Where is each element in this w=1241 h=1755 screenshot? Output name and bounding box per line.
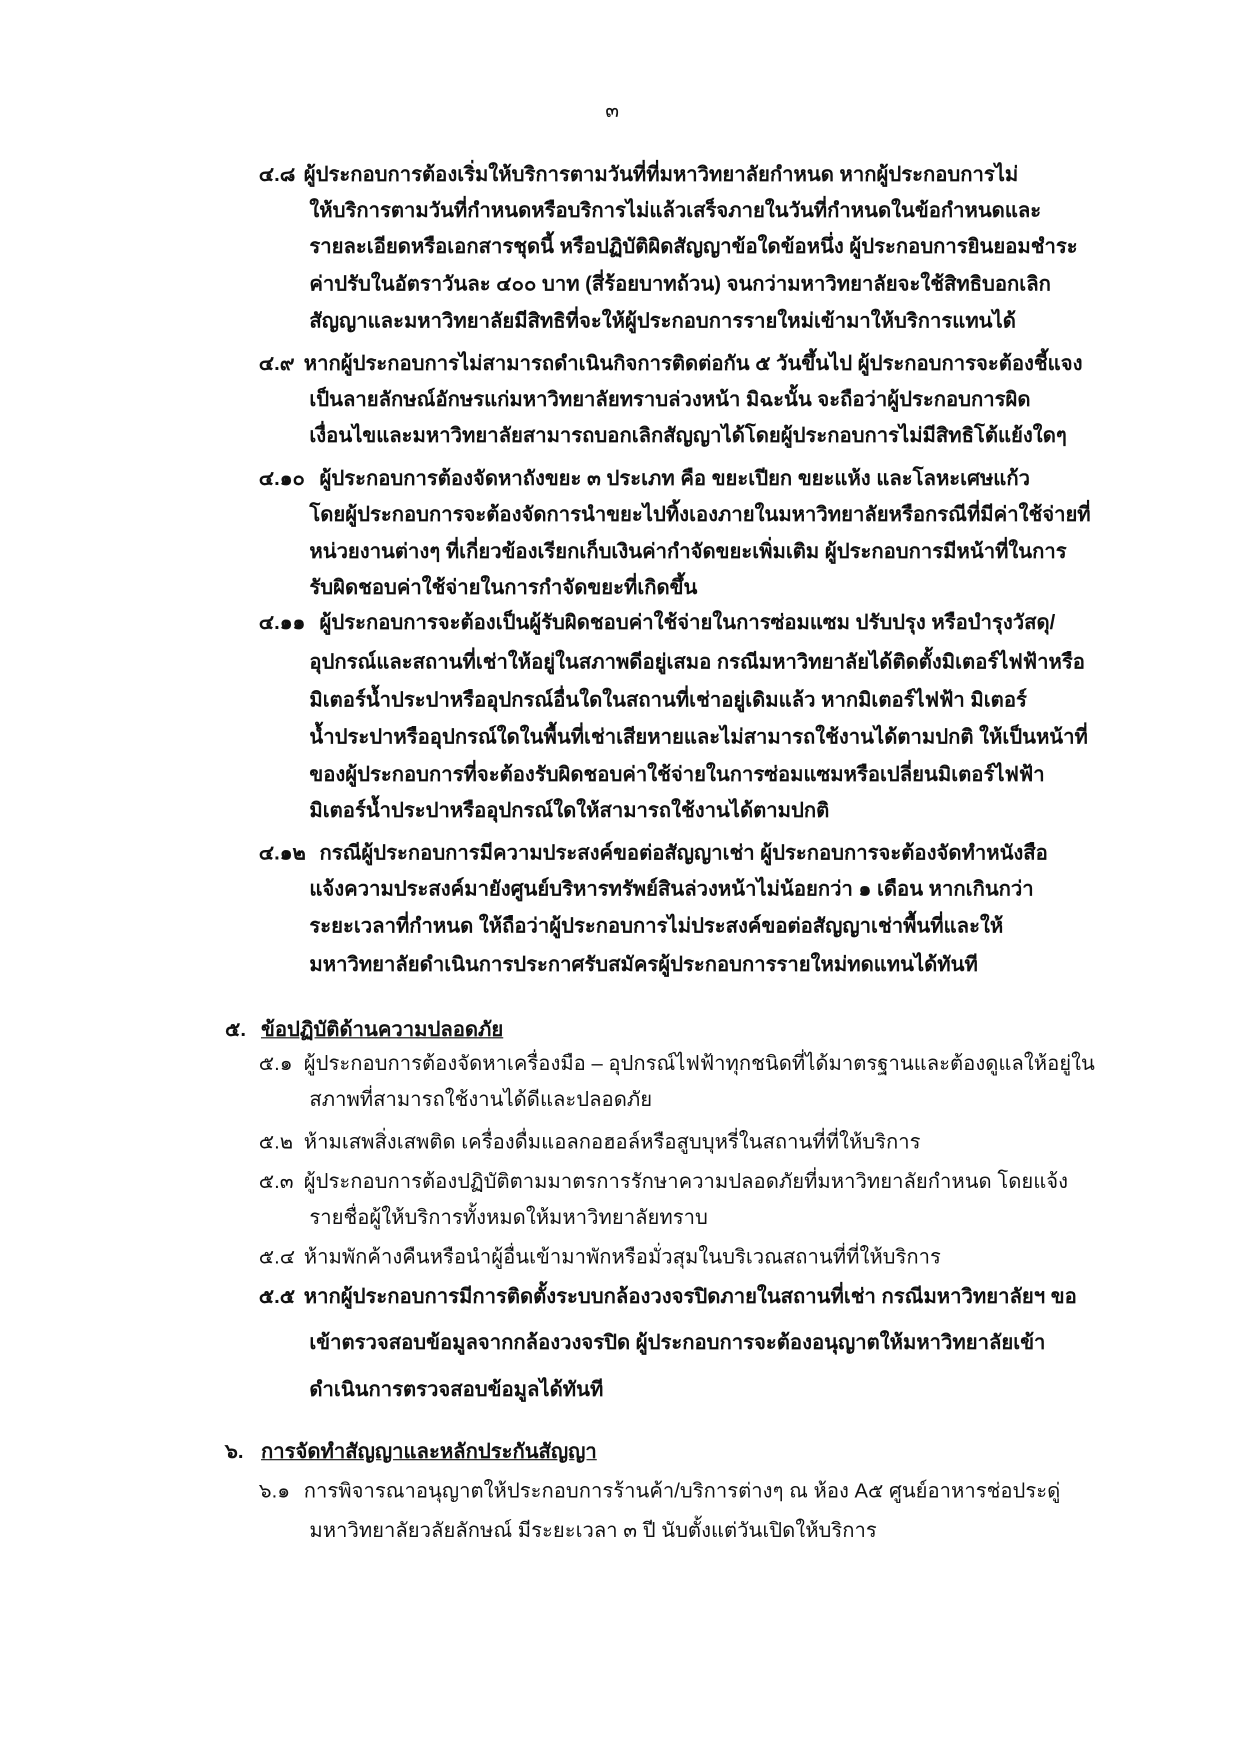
clause-line: แจ้งความประสงค์มายังศูนย์บริหารทรัพย์สินล่วงหน้าไม่น้อยกว่า ๑ เดือน หากเกินกว่า [309,877,1034,900]
clause-line: เข้าตรวจสอบข้อมูลจากกล้องวงจรปิด ผู้ประกอบการจะต้องอนุญาตให้มหาวิทยาลัยเข้า [309,1330,1046,1354]
clause-line: มหาวิทยาลัยดำเนินการประกาศรับสมัครผู้ประกอบการรายใหม่ทดแทนได้ทันที [309,952,978,976]
clause-line: ห้ามเสพสิ่งเสพติด เครื่องดื่มแอลกอฮอล์หรือสูบบุหรี่ในสถานที่ที่ให้บริการ [303,1130,921,1154]
clause-number: ๔.๙ [258,352,295,375]
clause-line: มิเตอร์น้ำประปาหรืออุปกรณ์ใดให้สามารถใช้งานได้ตามปกติ [309,798,830,822]
clause-line: สัญญาและมหาวิทยาลัยมีสิทธิที่จะให้ผู้ประกอบการรายใหม่เข้ามาให้บริการแทนได้ [309,309,1016,332]
clause-line: มิเตอร์น้ำประปาหรืออุปกรณ์อื่นใดในสถานที่เช่าอยู่เดิมแล้ว หากมิเตอร์ไฟฟ้า มิเตอร์ [309,688,1027,711]
clause-line: สภาพที่สามารถใช้งานได้ดีและปลอดภัย [309,1087,653,1111]
clause-line: ของผู้ประกอบการที่จะต้องรับผิดชอบค่าใช้จ่ายในการซ่อมแซมหรือเปลี่ยนมิเตอร์ไฟฟ้า [309,762,1045,786]
page-number: ๓ [605,99,620,122]
clause-line: ผู้ประกอบการต้องเริ่มให้บริการตามวันที่ที่มหาวิทยาลัยกำหนด หากผู้ประกอบการไม่ [303,163,1019,186]
clause-number: ๔.๘ [258,163,296,186]
clause-number: ๔.๑๒ [258,841,306,864]
clause-number: ๔.๑๑ [258,610,306,634]
clause-line: กรณีผู้ประกอบการมีความประสงค์ขอต่อสัญญาเช่า ผู้ประกอบการจะต้องจัดทำหนังสือ [319,841,1048,864]
clause-number: ๕.๔ [258,1245,296,1268]
clause-line: ค่าปรับในอัตราวันละ ๔๐๐ บาท (สี่ร้อยบาทถ้วน) จนกว่ามหาวิทยาลัยจะใช้สิทธิบอกเลิก [309,272,1051,295]
clause-line: ห้ามพักค้างคืนหรือนำผู้อื่นเข้ามาพักหรือมั่วสุมในบริเวณสถานที่ที่ให้บริการ [303,1245,941,1268]
clause-line: อุปกรณ์และสถานที่เช่าให้อยู่ในสภาพดีอยู่เสมอ กรณีมหาวิทยาลัยได้ติดตั้งมิเตอร์ไฟฟ้าหรือ [309,650,1085,673]
clause-number: ๕.๓ [258,1170,294,1193]
clause-line: หากผู้ประกอบการมีการติดตั้งระบบกล้องวงจรปิดภายในสถานที่เช่า กรณีมหาวิทยาลัยฯ ขอ [303,1284,1077,1308]
clause-line: รายละเอียดหรือเอกสารชุดนี้ หรือปฏิบัติผิดสัญญาข้อใดข้อหนึ่ง ผู้ประกอบการยินยอมชำระ [309,235,1078,258]
section-6-number: ๖. [225,1440,244,1463]
clause-line: ระยะเวลาที่กำหนด ให้ถือว่าผู้ประกอบการไม่ประสงค์ขอต่อสัญญาเช่าพื้นที่และให้ [309,914,1004,938]
clause-line: เป็นลายลักษณ์อักษรแก่มหาวิทยาลัยทราบล่วงหน้า มิฉะนั้น จะถือว่าผู้ประกอบการผิด [309,388,1031,411]
clause-line: รับผิดชอบค่าใช้จ่ายในการกำจัดขยะที่เกิดขึ้น [309,576,698,599]
clause-line: น้ำประปาหรืออุปกรณ์ใดในพื้นที่เช่าเสียหายและไม่สามารถใช้งานได้ตามปกติ ให้เป็นหน้าที่ [309,725,1088,749]
clause-line: ดำเนินการตรวจสอบข้อมูลได้ทันที [309,1378,604,1401]
clause-line: ผู้ประกอบการจะต้องเป็นผู้รับผิดชอบค่าใช้จ่ายในการซ่อมแซม ปรับปรุง หรือบำรุงวัสดุ/ [319,610,1056,634]
clause-line: มหาวิทยาลัยวลัยลักษณ์ มีระยะเวลา ๓ ปี นับตั้งแต่วันเปิดให้บริการ [309,1518,877,1542]
clause-number: ๔.๑๐ [258,466,305,490]
clause-line: ผู้ประกอบการต้องจัดหาถังขยะ ๓ ประเภท คือ ขยะเปียก ขยะแห้ง และโลหะเศษแก้ว [319,466,1030,490]
clause-line: ผู้ประกอบการต้องปฏิบัติตามมาตรการรักษาความปลอดภัยที่มหาวิทยาลัยกำหนด โดยแจ้ง [303,1170,1069,1193]
clause-line: ผู้ประกอบการต้องจัดหาเครื่องมือ – อุปกรณ์ไฟฟ้าทุกชนิดที่ได้มาตรฐานและต้องดูแลให้อยู่ใน [303,1051,1095,1075]
section-5-number: ๕. [225,1018,246,1041]
clause-line: การพิจารณาอนุญาตให้ประกอบการร้านค้า/บริการต่างๆ ณ ห้อง A๕ ศูนย์อาหารช่อประดู่ [303,1479,1061,1502]
clause-line: เงื่อนไขและมหาวิทยาลัยสามารถบอกเลิกสัญญาได้โดยผู้ประกอบการไม่มีสิทธิโต้แย้งใดๆ [309,424,1067,447]
section-5-heading: ข้อปฏิบัติด้านความปลอดภัย [261,1018,504,1041]
clause-number: ๕.๑ [258,1051,293,1075]
clause-number: ๕.๒ [258,1130,294,1154]
section-6-heading: การจัดทำสัญญาและหลักประกันสัญญา [261,1440,597,1463]
clause-line: หน่วยงานต่างๆ ที่เกี่ยวข้องเรียกเก็บเงินค่ากำจัดขยะเพิ่มเติม ผู้ประกอบการมีหน้าที่ในการ [309,540,1067,563]
clause-line: โดยผู้ประกอบการจะต้องจัดการนำขยะไปทิ้งเองภายในมหาวิทยาลัยหรือกรณีที่มีค่าใช้จ่ายที่ [309,502,1091,526]
clause-line: หากผู้ประกอบการไม่สามารถดำเนินกิจการติดต่อกัน ๕ วันขึ้นไป ผู้ประกอบการจะต้องชี้แจง [303,352,1083,375]
clause-line: รายชื่อผู้ให้บริการทั้งหมดให้มหาวิทยาลัยทราบ [309,1206,708,1229]
clause-line: ให้บริการตามวันที่กำหนดหรือบริการไม่แล้วเสร็จภายในวันที่กำหนดในข้อกำหนดและ [309,199,1042,222]
clause-number: ๖.๑ [258,1479,291,1502]
clause-number: ๕.๕ [258,1284,296,1308]
